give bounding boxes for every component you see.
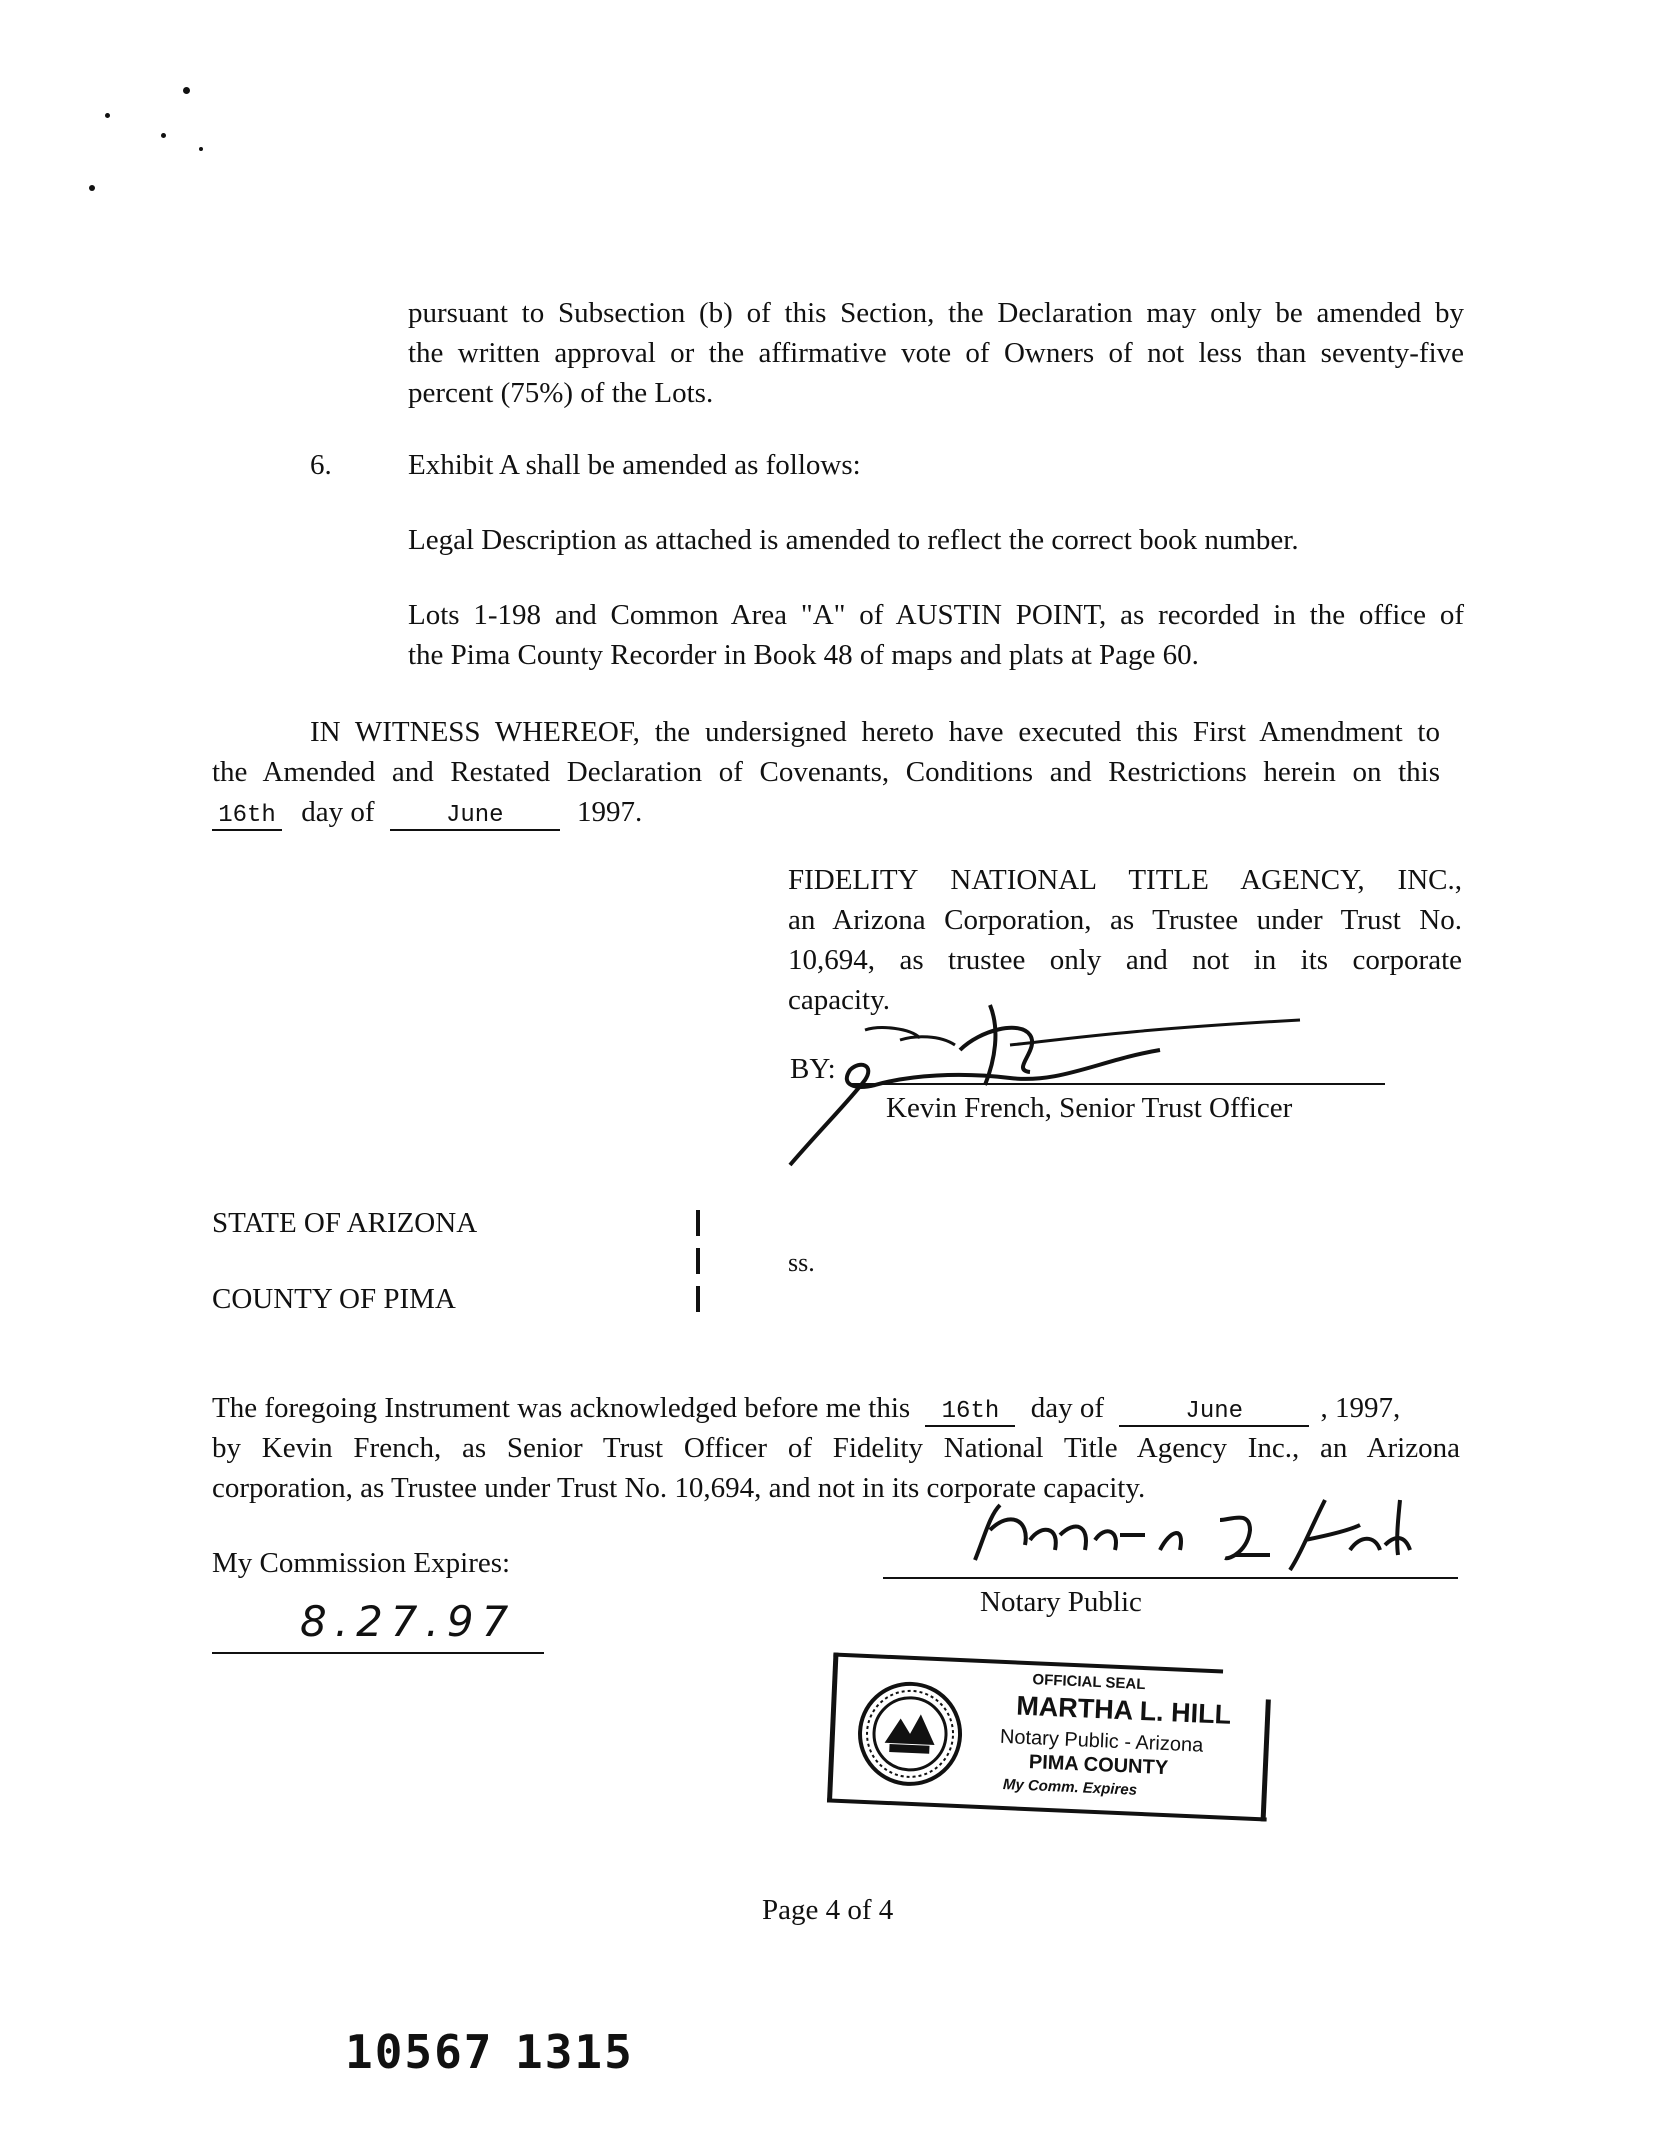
witness-line-1: IN WITNESS WHEREOF, the undersigned hereto have executed this First Amendment to bbox=[310, 716, 1440, 748]
document-number-second: 1315 bbox=[515, 2025, 634, 2079]
witness-month-field: June bbox=[390, 803, 560, 831]
ack-day-of: day of bbox=[1030, 1392, 1104, 1424]
ack-year: , 1997, bbox=[1320, 1392, 1401, 1424]
stamp-border-bottom bbox=[827, 1798, 1267, 1821]
scan-speck bbox=[105, 113, 110, 118]
scan-speck bbox=[161, 133, 166, 138]
section-continuation bbox=[408, 293, 1464, 413]
stamp-border-top bbox=[833, 1652, 1223, 1673]
seal-line-5: My Comm. Expires bbox=[1002, 1775, 1138, 1799]
signer-name: Kevin French, Senior Trust Officer bbox=[886, 1092, 1293, 1124]
ack-day-field: 16th bbox=[925, 1399, 1015, 1427]
seal-line-2: MARTHA L. HILL bbox=[1015, 1690, 1232, 1730]
stamp-border-right bbox=[1261, 1699, 1271, 1821]
commission-date: 8.27.97 bbox=[300, 1597, 517, 1646]
scan-speck bbox=[89, 185, 95, 191]
notary-label: Notary Public bbox=[980, 1586, 1142, 1618]
trustee-desc-line: an Arizona Corporation, as Trustee under Trust No. bbox=[788, 904, 1462, 936]
by-label: BY: bbox=[790, 1053, 836, 1085]
witness-year: 1997. bbox=[577, 796, 643, 828]
scan-speck bbox=[199, 147, 203, 151]
trustee-name: FIDELITY NATIONAL TITLE AGENCY, INC., bbox=[788, 864, 1462, 896]
venue-state: STATE OF ARIZONA bbox=[212, 1207, 478, 1239]
commission-date-line bbox=[212, 1652, 544, 1654]
lots-paragraph bbox=[408, 595, 1464, 675]
witness-day-field: 16th bbox=[212, 803, 282, 831]
item-number: 6. bbox=[310, 449, 332, 481]
paragraph-line: Lots 1-198 and Common Area "A" of AUSTIN POINT, as recorded in the office of bbox=[408, 599, 1464, 631]
stamp-border-left bbox=[827, 1652, 839, 1802]
venue-bracket bbox=[696, 1248, 700, 1274]
scan-speck bbox=[183, 87, 190, 94]
trustee-desc-line: 10,694, as trustee only and not in its corporate bbox=[788, 944, 1462, 976]
venue-county: COUNTY OF PIMA bbox=[212, 1283, 456, 1315]
seal-line-1: OFFICIAL SEAL bbox=[1032, 1671, 1146, 1694]
legal-description-text: Legal Description as attached is amended to reflect the correct book number. bbox=[408, 524, 1299, 556]
arizona-state-seal-icon bbox=[853, 1677, 968, 1792]
witness-day-of: day of bbox=[301, 796, 375, 828]
seal-line-3: Notary Public - Arizona bbox=[999, 1725, 1204, 1757]
venue-bracket bbox=[696, 1210, 700, 1236]
trustee-desc-line: capacity. bbox=[788, 984, 890, 1016]
witness-date-line bbox=[212, 792, 1440, 832]
witness-line-2: the Amended and Restated Declaration of Covenants, Conditions and Restrictions herein on this bbox=[212, 756, 1440, 788]
venue-bracket bbox=[696, 1286, 700, 1312]
paragraph-line: the Pima County Recorder in Book 48 of maps and plats at Page 60. bbox=[408, 639, 1199, 671]
acknowledgment-line-1 bbox=[212, 1388, 1460, 1428]
ack-month-field: June bbox=[1119, 1399, 1309, 1427]
commission-label: My Commission Expires: bbox=[212, 1547, 511, 1579]
seal-line-4: PIMA COUNTY bbox=[1028, 1751, 1169, 1780]
page-number: Page 4 of 4 bbox=[762, 1894, 894, 1926]
document-number-first: 10567 bbox=[345, 2025, 494, 2079]
ack-prefix: The foregoing Instrument was acknowledged before me this bbox=[212, 1392, 911, 1424]
paragraph-line: the written approval or the affirmative vote of Owners of not less than seventy-five bbox=[408, 337, 1464, 369]
notary-signature-line bbox=[883, 1577, 1458, 1579]
paragraph-line: pursuant to Subsection (b) of this Section, the Declaration may only be amended by bbox=[408, 297, 1464, 329]
acknowledgment-line-3: corporation, as Trustee under Trust No. 10,694, and not in its corporate capacity. bbox=[212, 1472, 1146, 1504]
acknowledgment-line-2: by Kevin French, as Senior Trust Officer of Fidelity National Title Agency Inc., an Arizona bbox=[212, 1432, 1460, 1464]
signature-kevin-french bbox=[780, 990, 1320, 1170]
item-text: Exhibit A shall be amended as follows: bbox=[408, 449, 861, 481]
witness-paragraph bbox=[212, 712, 1440, 832]
venue-ss: ss. bbox=[788, 1248, 815, 1277]
notary-signature bbox=[930, 1480, 1450, 1590]
official-seal-stamp bbox=[826, 1640, 1273, 1834]
paragraph-line: percent (75%) of the Lots. bbox=[408, 377, 714, 409]
